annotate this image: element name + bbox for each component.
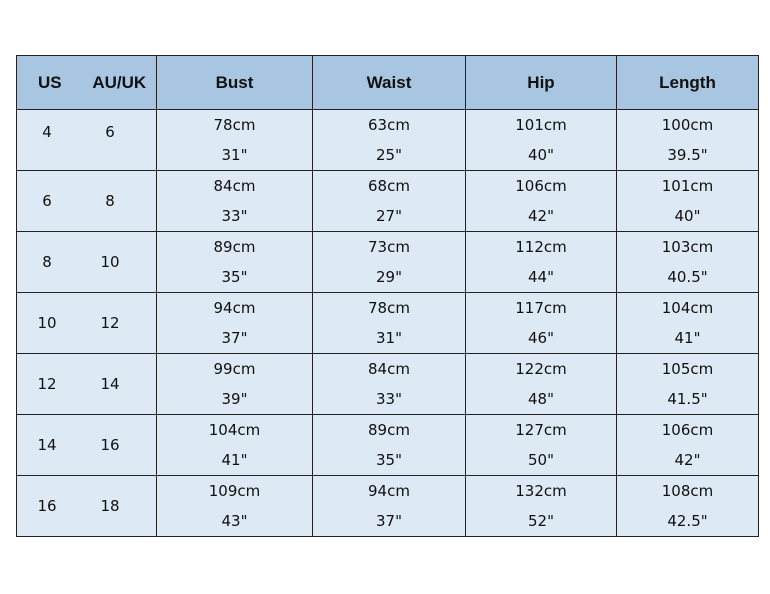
us-size: 8 <box>42 253 52 271</box>
length-cm: 101cm <box>661 177 714 195</box>
bust-cm: 84cm <box>213 177 256 195</box>
waist-in: 33" <box>376 390 402 408</box>
waist-cell <box>313 110 466 171</box>
bust-cm: 78cm <box>213 116 256 134</box>
hip-cell <box>466 415 617 476</box>
hip-cell <box>466 476 617 537</box>
size-cell <box>17 110 157 171</box>
waist-cell <box>313 293 466 354</box>
size-cell <box>17 293 157 354</box>
length-cm: 105cm <box>661 360 714 378</box>
waist-cm: 94cm <box>368 482 410 500</box>
length-in: 42.5" <box>667 512 708 530</box>
bust-cell <box>157 476 313 537</box>
table-row <box>17 293 759 354</box>
length-cell <box>617 415 759 476</box>
hip-in: 44" <box>528 268 554 286</box>
waist-cell <box>313 476 466 537</box>
size-cell <box>17 415 157 476</box>
hip-in: 42" <box>528 207 554 225</box>
waist-in: 31" <box>376 329 402 347</box>
size-cell <box>17 232 157 293</box>
hip-cell <box>466 110 617 171</box>
waist-cm: 68cm <box>368 177 410 195</box>
length-cell <box>617 232 759 293</box>
waist-cm: 84cm <box>368 360 410 378</box>
hip-in: 50" <box>528 451 554 469</box>
au-uk-size: 12 <box>100 314 120 332</box>
hip-cm: 132cm <box>515 482 567 500</box>
header-length: Length <box>617 56 759 110</box>
waist-cm: 63cm <box>368 116 410 134</box>
length-cm: 104cm <box>661 299 714 317</box>
au-uk-size: 8 <box>105 192 115 210</box>
hip-cell <box>466 354 617 415</box>
waist-in: 29" <box>376 268 402 286</box>
bust-in: 33" <box>221 207 248 225</box>
us-size: 16 <box>37 497 57 515</box>
hip-in: 40" <box>528 146 554 164</box>
au-uk-size: 18 <box>100 497 120 515</box>
bust-cell <box>157 293 313 354</box>
waist-cell <box>313 232 466 293</box>
hip-in: 52" <box>528 512 554 530</box>
length-cell <box>617 293 759 354</box>
table-row <box>17 171 759 232</box>
bust-cell <box>157 415 313 476</box>
bust-cm: 89cm <box>213 238 256 256</box>
size-cell <box>17 476 157 537</box>
bust-cell <box>157 110 313 171</box>
bust-in: 41" <box>221 451 248 469</box>
bust-in: 37" <box>221 329 248 347</box>
hip-in: 48" <box>528 390 554 408</box>
us-size: 14 <box>37 436 57 454</box>
size-chart-table <box>16 55 759 537</box>
hip-cm: 112cm <box>515 238 567 256</box>
au-uk-size: 10 <box>100 253 120 271</box>
table-row <box>17 354 759 415</box>
length-in: 39.5" <box>667 146 708 164</box>
table-row <box>17 110 759 171</box>
header-size-cell <box>17 56 157 110</box>
bust-cm: 94cm <box>213 299 256 317</box>
table-row <box>17 415 759 476</box>
hip-cell <box>466 293 617 354</box>
length-in: 41.5" <box>667 390 708 408</box>
length-cell <box>617 354 759 415</box>
bust-in: 39" <box>221 390 248 408</box>
waist-in: 37" <box>376 512 402 530</box>
size-rows <box>17 110 759 537</box>
au-uk-size: 6 <box>105 123 115 141</box>
waist-cell <box>313 415 466 476</box>
bust-in: 35" <box>221 268 248 286</box>
header-waist: Waist <box>313 56 466 110</box>
header-bust: Bust <box>157 56 313 110</box>
waist-in: 27" <box>376 207 402 225</box>
length-in: 40.5" <box>667 268 708 286</box>
hip-in: 46" <box>528 329 554 347</box>
header-row <box>17 56 759 110</box>
us-size: 6 <box>42 192 52 210</box>
bust-cell <box>157 171 313 232</box>
hip-cm: 101cm <box>515 116 567 134</box>
waist-cell <box>313 354 466 415</box>
length-cell <box>617 171 759 232</box>
length-cell <box>617 110 759 171</box>
table-row <box>17 476 759 537</box>
length-cm: 108cm <box>661 482 714 500</box>
length-in: 41" <box>674 329 701 347</box>
au-uk-size: 14 <box>100 375 120 393</box>
waist-cm: 73cm <box>368 238 410 256</box>
hip-cm: 127cm <box>515 421 567 439</box>
us-size: 10 <box>37 314 57 332</box>
hip-cm: 106cm <box>515 177 567 195</box>
header-au-uk: AU/UK <box>92 72 147 92</box>
waist-in: 25" <box>376 146 402 164</box>
length-cm: 103cm <box>661 238 714 256</box>
hip-cell <box>466 171 617 232</box>
bust-in: 31" <box>221 146 248 164</box>
au-uk-size: 16 <box>100 436 120 454</box>
size-cell <box>17 354 157 415</box>
length-cm: 100cm <box>661 116 714 134</box>
us-size: 12 <box>37 375 57 393</box>
table-row <box>17 232 759 293</box>
waist-in: 35" <box>376 451 402 469</box>
header-us: US <box>37 72 62 92</box>
length-cm: 106cm <box>661 421 714 439</box>
us-size: 4 <box>42 123 52 141</box>
length-in: 42" <box>674 451 701 469</box>
hip-cell <box>466 232 617 293</box>
waist-cm: 78cm <box>368 299 410 317</box>
hip-cm: 122cm <box>515 360 567 378</box>
size-cell <box>17 171 157 232</box>
header-hip: Hip <box>466 56 617 110</box>
bust-cm: 109cm <box>208 482 261 500</box>
length-in: 40" <box>674 207 701 225</box>
bust-cm: 104cm <box>208 421 261 439</box>
waist-cm: 89cm <box>368 421 410 439</box>
bust-cell <box>157 354 313 415</box>
hip-cm: 117cm <box>515 299 567 317</box>
bust-cm: 99cm <box>213 360 256 378</box>
length-cell <box>617 476 759 537</box>
bust-cell <box>157 232 313 293</box>
bust-in: 43" <box>221 512 248 530</box>
waist-cell <box>313 171 466 232</box>
